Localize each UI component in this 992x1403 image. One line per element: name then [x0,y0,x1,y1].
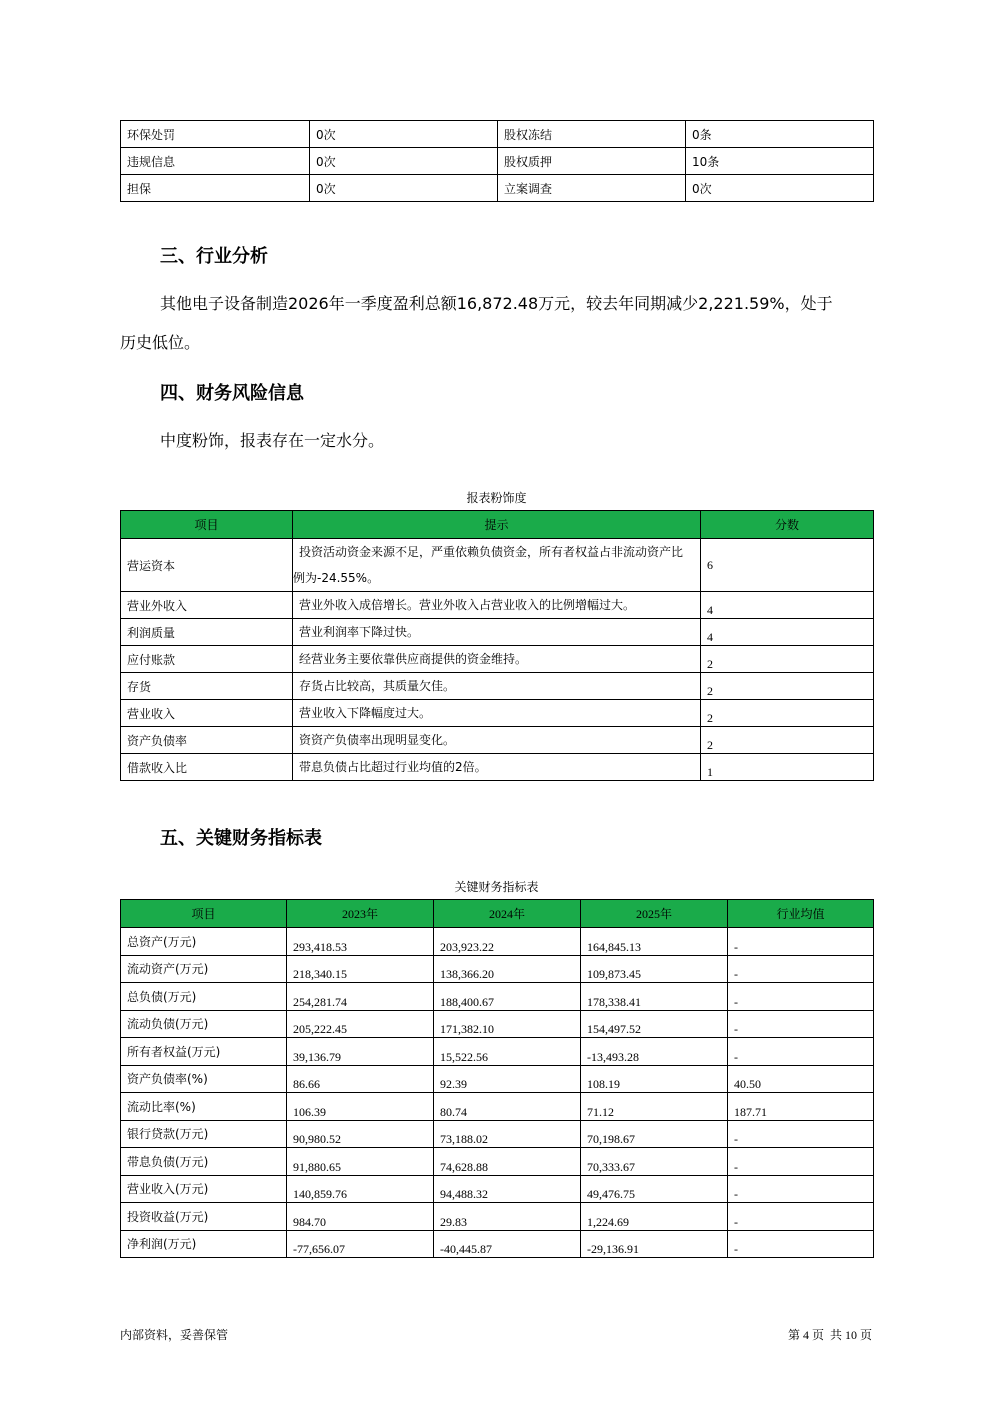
kpi-value-cell: 109,873.45 [581,955,728,983]
kpi-label-cell: 净利润(万元) [121,1230,287,1258]
table-row [121,983,874,1011]
footer-confidential-note: 内部资料，妥善保管 [120,1328,229,1342]
fraud-hint-cell: 存货占比较高，其质量欠佳。 [293,673,701,700]
fraud-score-cell: 2 [701,727,874,754]
column-header: 项目 [121,900,287,928]
key-financial-indicator-table [120,899,874,1258]
table-row [121,928,874,956]
kpi-value-cell: 106.39 [287,1093,434,1121]
table-row [121,1093,874,1121]
kpi-value-cell: 29.83 [434,1203,581,1231]
kpi-value-cell: 74,628.88 [434,1148,581,1176]
kpi-table-title: 关键财务指标表 [454,880,539,894]
kpi-value-cell: 138,366.20 [434,955,581,983]
kpi-value-cell: -29,136.91 [581,1230,728,1258]
fraud-item-cell: 应付账款 [121,646,293,673]
kpi-value-cell: -13,493.28 [581,1038,728,1066]
kpi-label-cell: 流动比率(%) [121,1093,287,1121]
table-cell: 违规信息 [121,148,310,175]
table-cell: 0次 [310,175,498,202]
fraud-hint-cell: 经营业务主要依靠供应商提供的资金维持。 [293,646,701,673]
risk-info-table [120,120,874,202]
kpi-label-cell: 营业收入(万元) [121,1175,287,1203]
kpi-label-cell: 总资产(万元) [121,928,287,956]
table-row [121,1203,874,1231]
kpi-value-cell: - [728,1175,874,1203]
fraud-item-cell: 借款收入比 [121,754,293,781]
fraud-score-cell: 6 [701,539,874,592]
column-header: 项目 [121,511,293,539]
kpi-value-cell: 94,488.32 [434,1175,581,1203]
financial-risk-text: 中度粉饰，报表存在一定水分。 [160,431,385,450]
fraud-item-cell: 营运资本 [121,539,293,592]
table-cell: 环保处罚 [121,121,310,148]
kpi-label-cell: 流动负债(万元) [121,1010,287,1038]
fraud-score-cell: 2 [701,700,874,727]
table-cell: 0次 [310,148,498,175]
kpi-value-cell: - [728,983,874,1011]
kpi-value-cell: 178,338.41 [581,983,728,1011]
fraud-hint-cell: 营业收入下降幅度过大。 [293,700,701,727]
industry-paragraph-line2: 历史低位。 [120,333,201,352]
kpi-value-cell: 73,188.02 [434,1120,581,1148]
kpi-label-cell: 银行贷款(万元) [121,1120,287,1148]
table-row [121,175,874,202]
kpi-value-cell: 86.66 [287,1065,434,1093]
footer-page-number: 第 4 页 共 10 页 [787,1328,872,1342]
table-header-row [121,900,874,928]
kpi-label-cell: 投资收益(万元) [121,1203,287,1231]
table-row [121,121,874,148]
kpi-value-cell: 1,224.69 [581,1203,728,1231]
section-heading-financial-risk: 四、财务风险信息 [160,383,304,404]
industry-paragraph-line1: 其他电子设备制造2026年一季度盈利总额16,872.48万元，较去年同期减少2,221.59%，处于 [160,294,833,313]
fraud-score-cell: 2 [701,646,874,673]
kpi-value-cell: 140,859.76 [287,1175,434,1203]
table-row [121,1010,874,1038]
table-row [121,539,874,592]
kpi-value-cell: 15,522.56 [434,1038,581,1066]
table-row [121,1038,874,1066]
kpi-value-cell: - [728,1148,874,1176]
kpi-value-cell: - [728,1203,874,1231]
fraud-item-cell: 存货 [121,673,293,700]
table-cell: 担保 [121,175,310,202]
table-row [121,1148,874,1176]
table-row [121,1065,874,1093]
kpi-value-cell: 71.12 [581,1093,728,1121]
table-cell: 10条 [686,148,874,175]
section-heading-industry: 三、行业分析 [160,246,268,267]
fraud-score-cell: 4 [701,619,874,646]
table-cell: 0次 [686,175,874,202]
table-row [121,700,874,727]
fraud-table-title: 报表粉饰度 [466,491,527,505]
column-header: 行业均值 [728,900,874,928]
kpi-value-cell: - [728,955,874,983]
fraud-item-cell: 营业外收入 [121,592,293,619]
kpi-value-cell: 218,340.15 [287,955,434,983]
fraud-score-cell: 2 [701,673,874,700]
table-row [121,619,874,646]
kpi-value-cell: 91,880.65 [287,1148,434,1176]
table-row [121,646,874,673]
kpi-label-cell: 资产负债率(%) [121,1065,287,1093]
fraud-score-cell: 4 [701,592,874,619]
kpi-value-cell: - [728,1230,874,1258]
kpi-value-cell: 188,400.67 [434,983,581,1011]
kpi-value-cell: 293,418.53 [287,928,434,956]
kpi-value-cell: 254,281.74 [287,983,434,1011]
table-row [121,1175,874,1203]
table-cell: 股权质押 [498,148,686,175]
kpi-value-cell: 164,845.13 [581,928,728,956]
column-header: 2023年 [287,900,434,928]
kpi-value-cell: -40,445.87 [434,1230,581,1258]
column-header: 2024年 [434,900,581,928]
kpi-label-cell: 所有者权益(万元) [121,1038,287,1066]
fraud-score-cell: 1 [701,754,874,781]
fraud-degree-table [120,510,874,781]
kpi-value-cell: 49,476.75 [581,1175,728,1203]
kpi-value-cell: 39,136.79 [287,1038,434,1066]
fraud-item-cell: 营业收入 [121,700,293,727]
kpi-value-cell: 90,980.52 [287,1120,434,1148]
table-row [121,592,874,619]
table-cell: 股权冻结 [498,121,686,148]
kpi-label-cell: 总负债(万元) [121,983,287,1011]
table-row [121,1230,874,1258]
column-header: 提示 [293,511,701,539]
fraud-hint-cell: 带息负债占比超过行业均值的2倍。 [293,754,701,781]
kpi-value-cell: - [728,1038,874,1066]
kpi-value-cell: 40.50 [728,1065,874,1093]
column-header: 2025年 [581,900,728,928]
table-row [121,673,874,700]
kpi-value-cell: 108.19 [581,1065,728,1093]
table-row [121,727,874,754]
kpi-value-cell: 80.74 [434,1093,581,1121]
fraud-hint-cell: 营业外收入成倍增长。营业外收入占营业收入的比例增幅过大。 [293,592,701,619]
kpi-value-cell: - [728,928,874,956]
fraud-item-cell: 利润质量 [121,619,293,646]
column-header: 分数 [701,511,874,539]
kpi-value-cell: 171,382.10 [434,1010,581,1038]
kpi-value-cell: 92.39 [434,1065,581,1093]
kpi-value-cell: 984.70 [287,1203,434,1231]
kpi-value-cell: 205,222.45 [287,1010,434,1038]
kpi-label-cell: 流动资产(万元) [121,955,287,983]
kpi-label-cell: 带息负债(万元) [121,1148,287,1176]
kpi-value-cell: 187.71 [728,1093,874,1121]
fraud-item-cell: 资产负债率 [121,727,293,754]
fraud-hint-cell: 资资产负债率出现明显变化。 [293,727,701,754]
section-heading-kpi: 五、关键财务指标表 [160,828,322,849]
table-cell: 立案调查 [498,175,686,202]
table-row [121,148,874,175]
kpi-value-cell: - [728,1120,874,1148]
kpi-value-cell: -77,656.07 [287,1230,434,1258]
fraud-hint-cell: 投资活动资金来源不足，严重依赖负债资金，所有者权益占非流动资产比例为-24.55%。 [293,539,701,592]
fraud-hint-cell: 营业利润率下降过快。 [293,619,701,646]
table-cell: 0条 [686,121,874,148]
kpi-value-cell: 203,923.22 [434,928,581,956]
kpi-value-cell: 70,333.67 [581,1148,728,1176]
kpi-value-cell: - [728,1010,874,1038]
table-cell: 0次 [310,121,498,148]
table-row [121,754,874,781]
table-header-row [121,511,874,539]
kpi-value-cell: 70,198.67 [581,1120,728,1148]
table-row [121,955,874,983]
table-row [121,1120,874,1148]
kpi-value-cell: 154,497.52 [581,1010,728,1038]
